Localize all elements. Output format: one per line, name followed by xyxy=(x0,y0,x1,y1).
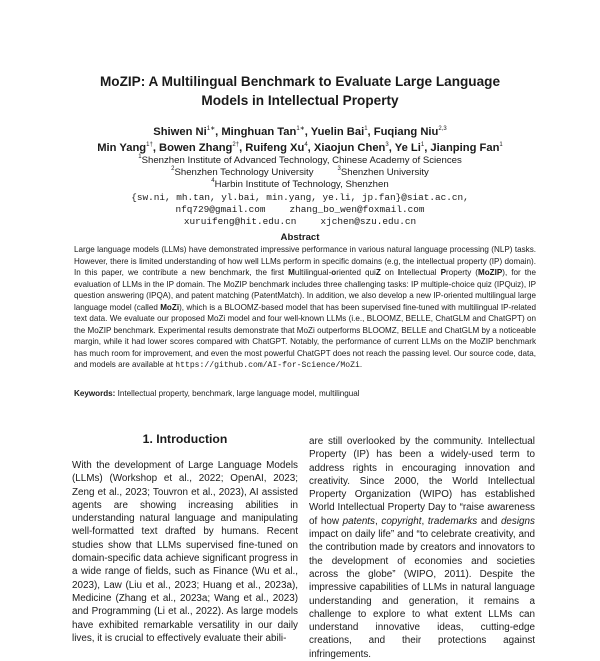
abstract-text: Large language models (LLMs) have demonstrated impressive performance in various natural language processing (NLP) tasks. However, there is limited understanding of how well LLMs perform in specific domains (e.g, the intellectual property (IP) domain). In this paper, we contribute a new benchmark, the first xyxy=(74,245,536,277)
author-mark: 3 xyxy=(385,142,389,148)
affiliation-2-3 xyxy=(40,167,560,178)
affiliation-mark: 1 xyxy=(138,154,142,160)
abstract-text: . xyxy=(359,360,363,369)
abstract-text: ultilingual- xyxy=(294,268,332,277)
affiliation-text: Shenzhen Technology University xyxy=(174,167,314,178)
abstract-bold: P xyxy=(440,268,447,277)
intro-text: and xyxy=(477,515,501,527)
intro-text: With the development of Large Language Models (LLMs) (Workshop et al., 2022; OpenAI, 2023; Zeng et al., 2023; Touvron et al., 2023), AI assisted agents are showing increasing abilities in understanding natural language and manipulating well-formatted text drafted by humans. Recent studies show that LLMs supervised fine-tuned on domain-specific data achieve significant progress in a wide range of fields, such as Finance (Wu et al., 2023), Law (Liu et al., 2023; Huang et al., 2023a), Medicine (Zhang et al., 2023a; Wang et al., 2023) and Programming (Li et al., 2022). As large models have exhibited remarkable versatility in our daily lives, it is crucial to effectively evaluate their abili- xyxy=(72,460,298,644)
keywords-label: Keywords: xyxy=(74,389,116,398)
affiliation-text: Shenzhen Institute of Advanced Technology, Chinese Academy of Sciences xyxy=(141,155,462,166)
abstract-heading: Abstract xyxy=(280,232,320,243)
author-name: Ruifeng Xu xyxy=(245,142,305,154)
author-mark: 1 xyxy=(364,126,368,132)
intro-italic: copyright xyxy=(381,515,422,527)
title-line-2: Models in Intellectual Property xyxy=(201,93,399,108)
author-mark: 1 xyxy=(499,142,503,148)
author-sep: , xyxy=(367,126,374,138)
author-mark: 2,3 xyxy=(438,126,447,132)
author-name: Xiaojun Chen xyxy=(313,142,386,154)
intro-italic: designs xyxy=(500,515,535,527)
authors-line-1 xyxy=(40,126,560,138)
intro-text: are still overlooked by the community. Intellectual Property (IP) has been a widely-used term to address rights in encouraging innovation and creativity. Since 2000, the World Intellectual Property Organization (WIPO) has established World Intellectual Property Day to “raise awareness of how xyxy=(309,436,535,527)
email-line-2 xyxy=(40,204,560,215)
author-sep: , xyxy=(424,142,431,154)
affiliation-mark: 4 xyxy=(211,178,215,184)
intro-left-column xyxy=(72,459,298,645)
paper-title xyxy=(40,72,560,110)
email-line-3 xyxy=(40,216,560,227)
authors-line-2 xyxy=(40,142,560,154)
abstract-bold: Z xyxy=(375,268,381,277)
intro-text: , xyxy=(421,515,428,527)
author-sep: , xyxy=(239,142,246,154)
intro-text: impact on daily life” and “to celebrate creativity, and the contribution made by creators and innovators to the development of economies and societies across the globe” (WIPO, 2011). Despite the impressive capabilities of LLMs in natural language understanding and generation, it remains a challenge to explore to what extent LLMs can understand innovative ideas, cutting-edge creations, and their protections against infringements. xyxy=(309,529,535,660)
email: xjchen@szu.edu.cn xyxy=(320,216,417,227)
affiliation-text: Shenzhen University xyxy=(340,167,429,178)
abstract-bold: I xyxy=(397,268,401,277)
abstract-text: on xyxy=(380,268,398,277)
intro-italic: patents xyxy=(342,515,375,527)
abstract-body xyxy=(74,244,536,372)
affiliation-4 xyxy=(40,179,560,190)
abstract-bold: M xyxy=(288,268,295,277)
intro-right-column xyxy=(309,435,535,661)
email: nfq729@gmail.com xyxy=(175,204,266,215)
author-sep: , xyxy=(307,142,314,154)
affiliation-mark: 3 xyxy=(337,166,341,172)
keywords xyxy=(74,389,536,398)
abstract-text: riented qui xyxy=(336,268,376,277)
email: zhang_bo_wen@foxmail.com xyxy=(289,204,425,215)
abstract-bold: MoZIP xyxy=(477,268,503,277)
abstract-bold: MoZi xyxy=(160,302,180,312)
section-heading-introduction: 1. Introduction xyxy=(142,432,228,446)
title-line-1: MoZIP: A Multilingual Benchmark to Evaluate Large Language xyxy=(99,74,501,89)
author-name: Jianping Fan xyxy=(430,142,500,154)
author-mark: 1∗ xyxy=(296,126,305,132)
affiliation-text: Harbin Institute of Technology, Shenzhen xyxy=(214,179,389,190)
author-mark: 1 xyxy=(420,142,425,148)
code-url-link[interactable]: https://github.com/AI-for-Science/MoZi xyxy=(175,361,360,370)
intro-text: , xyxy=(375,515,382,527)
author-name: Min Yang xyxy=(97,142,147,154)
author-mark: 1∗ xyxy=(206,126,216,132)
keywords-text: Intellectual property, benchmark, large language model, multilingual xyxy=(117,389,360,398)
abstract-text: roperty ( xyxy=(446,268,478,277)
author-name: Fuqiang Niu xyxy=(373,126,439,138)
author-name: Bowen Zhang xyxy=(159,142,233,154)
author-mark: 4 xyxy=(304,142,308,148)
affiliation-mark: 2 xyxy=(171,166,175,172)
author-sep: , xyxy=(215,126,222,138)
intro-italic: trademarks xyxy=(427,515,478,527)
abstract-text: ), which is a BLOOMZ-based model that has been supervised fine-tuned with multilingual IP-related text data. We evaluate our proposed MoZi model and four well-known LLMs (i.e., BLOOMZ, BELLE, ChatGLM and ChatGPT) on the MoZIP benchmark. Experimental results demonstrate that MoZi outperforms BLOOMZ, BELLE and ChatGLM by a noticeable margin, while it had lower scores compared with ChatGPT. Notably, the performance of current LLMs on the MoZIP benchmark has much room for improvement, and even the most powerful ChatGPT does not reach the passing level. Our source code, data, and models are available at xyxy=(74,302,536,369)
author-sep: , xyxy=(304,126,311,138)
author-mark: 2† xyxy=(232,142,240,148)
author-mark: 1† xyxy=(146,142,153,148)
author-name: Ye Li xyxy=(394,142,421,154)
author-sep: , xyxy=(388,142,395,154)
affiliation-1 xyxy=(40,155,560,166)
author-sep: , xyxy=(152,142,160,154)
author-name: Minghuan Tan xyxy=(221,126,297,138)
abstract-text: ), for the evaluation of LLMs in the IP domain. The MoZIP benchmark includes three challenging tasks: IP multiple-choice quiz (IPQuiz), IP question answering (IPQA), and patent matching (PatentMatch). In addition, we also develop a new IP-oriented multilingual large language model (called xyxy=(74,268,536,312)
email: xuruifeng@hit.edu.cn xyxy=(183,216,297,227)
author-name: Yuelin Bai xyxy=(310,126,365,138)
author-name: Shiwen Ni xyxy=(153,126,207,138)
abstract-text: ntellectual xyxy=(400,268,441,277)
email-line-1: {sw.ni, mh.tan, yl.bai, min.yang, ye.li, jp.fan}@siat.ac.cn, xyxy=(131,192,469,203)
abstract-bold: o xyxy=(331,268,337,277)
